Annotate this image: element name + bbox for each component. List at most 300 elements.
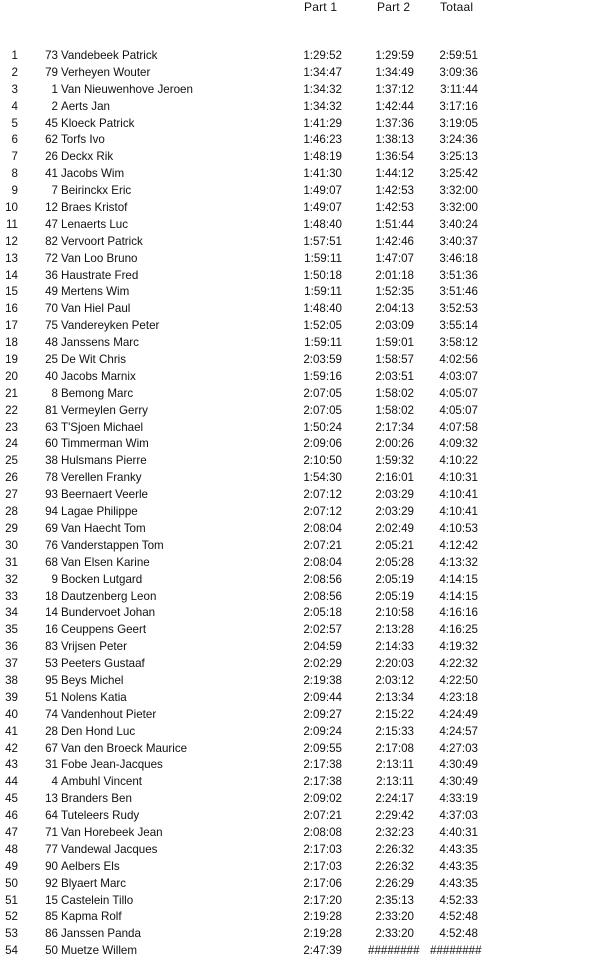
- result-row: [0, 555, 607, 572]
- name-cell: Beirinckx Eric: [61, 184, 132, 198]
- bib-cell: 64: [45, 809, 58, 823]
- rank-cell: 53: [5, 927, 18, 941]
- part1-cell: 2:08:56: [303, 572, 342, 586]
- part1-cell: 2:02:57: [303, 623, 342, 637]
- name-cell: Van Loo Bruno: [61, 251, 138, 265]
- rank-cell: 6: [11, 133, 18, 147]
- total-cell: 4:10:53: [439, 521, 478, 535]
- total-cell: 4:30:49: [439, 758, 478, 772]
- rank-cell: 29: [5, 521, 18, 535]
- part2-cell: 1:37:12: [375, 82, 414, 96]
- part2-cell: 2:15:33: [375, 724, 414, 738]
- rank-cell: 14: [5, 268, 18, 282]
- rank-cell: 15: [5, 285, 18, 299]
- part2-cell: 2:17:34: [375, 420, 414, 434]
- bib-cell: 9: [51, 572, 58, 586]
- part2-cell: 2:16:01: [375, 471, 414, 485]
- name-cell: Jacobs Marnix: [61, 369, 136, 383]
- name-cell: Van Nieuwenhove Jeroen: [61, 82, 193, 96]
- total-cell: 4:16:16: [439, 606, 478, 620]
- rank-cell: 30: [5, 538, 18, 552]
- rank-cell: 24: [5, 437, 18, 451]
- bib-cell: 49: [45, 285, 58, 299]
- bib-cell: 93: [45, 488, 58, 502]
- part1-cell: 1:54:30: [303, 471, 342, 485]
- part1-cell: 2:07:12: [303, 505, 342, 519]
- result-row: [0, 538, 607, 555]
- part2-cell: 1:37:36: [375, 116, 414, 130]
- bib-cell: 48: [45, 336, 58, 350]
- part2-cell: 2:03:12: [375, 673, 414, 687]
- part2-cell: 1:47:07: [375, 251, 414, 265]
- total-cell: 3:46:18: [439, 251, 478, 265]
- name-cell: Hulsmans Pierre: [61, 454, 147, 468]
- result-row: [0, 605, 607, 622]
- rank-cell: 41: [5, 724, 18, 738]
- bib-cell: 13: [45, 792, 58, 806]
- part1-cell: 1:57:51: [303, 234, 342, 248]
- total-cell: 4:24:49: [439, 707, 478, 721]
- part1-cell: 2:07:12: [303, 488, 342, 502]
- total-cell: 4:09:32: [439, 437, 478, 451]
- part2-cell: 1:59:01: [375, 336, 414, 350]
- bib-cell: 15: [45, 893, 58, 907]
- part2-cell: ########: [368, 944, 420, 958]
- part2-cell: 2:13:11: [376, 775, 414, 789]
- part2-cell: 2:00:26: [375, 437, 414, 451]
- name-cell: Peeters Gustaaf: [61, 657, 145, 671]
- total-cell: 3:25:13: [439, 150, 478, 164]
- total-cell: 4:12:42: [439, 538, 478, 552]
- name-cell: Deckx Rik: [61, 150, 114, 164]
- total-cell: 4:30:49: [439, 775, 478, 789]
- name-cell: Vandenhout Pieter: [61, 707, 157, 721]
- part1-cell: 2:19:28: [303, 927, 342, 941]
- result-row: [0, 622, 607, 639]
- total-cell: 4:27:03: [439, 741, 478, 755]
- rank-cell: 45: [5, 792, 18, 806]
- name-cell: Beernaert Veerle: [61, 488, 149, 502]
- part1-cell: 2:08:04: [303, 555, 342, 569]
- part1-cell: 2:08:04: [303, 521, 342, 535]
- part1-cell: 1:49:07: [303, 201, 342, 215]
- result-row: [0, 217, 607, 234]
- rank-cell: 13: [5, 251, 18, 265]
- result-row: [0, 65, 607, 82]
- total-cell: 4:10:41: [439, 505, 478, 519]
- total-cell: 3:32:00: [439, 184, 478, 198]
- result-row: [0, 251, 607, 268]
- part2-cell: 1:42:53: [375, 184, 414, 198]
- part2-cell: 2:03:09: [375, 319, 414, 333]
- part2-cell: 2:33:20: [375, 927, 414, 941]
- result-row: [0, 893, 607, 910]
- result-row: [0, 690, 607, 707]
- rank-cell: 18: [5, 336, 18, 350]
- part1-cell: 1:50:24: [303, 420, 342, 434]
- result-row: [0, 200, 607, 217]
- part1-cell: 2:17:03: [303, 842, 342, 856]
- result-row: [0, 521, 607, 538]
- bib-cell: 70: [45, 302, 58, 316]
- rank-cell: 3: [11, 82, 18, 96]
- bib-cell: 31: [45, 758, 58, 772]
- part1-cell: 1:59:11: [304, 336, 342, 350]
- part1-cell: 2:09:06: [303, 437, 342, 451]
- name-cell: Bundervoet Johan: [61, 606, 156, 620]
- total-cell: 4:02:56: [439, 353, 478, 367]
- name-cell: Bocken Lutgard: [61, 572, 143, 586]
- total-cell: 4:14:15: [439, 572, 478, 586]
- rank-cell: 12: [5, 234, 18, 248]
- result-row: [0, 504, 607, 521]
- rank-cell: 33: [5, 589, 18, 603]
- part2-cell: 2:01:18: [375, 268, 414, 282]
- header-part1: Part 1: [304, 0, 338, 14]
- name-cell: Van Haecht Tom: [61, 521, 146, 535]
- result-row: [0, 420, 607, 437]
- part1-cell: 1:59:11: [304, 285, 342, 299]
- part1-cell: 1:46:23: [303, 133, 342, 147]
- total-cell: 3:52:53: [439, 302, 478, 316]
- result-row: [0, 82, 607, 99]
- result-row: [0, 808, 607, 825]
- bib-cell: 78: [45, 471, 58, 485]
- bib-cell: 73: [45, 49, 58, 62]
- bib-cell: 50: [45, 944, 58, 958]
- rank-cell: 49: [5, 859, 18, 873]
- result-row: [0, 352, 607, 369]
- part2-cell: 2:26:29: [375, 876, 414, 890]
- part2-cell: 1:29:59: [375, 49, 414, 62]
- rank-cell: 8: [11, 167, 18, 181]
- part1-cell: 2:17:38: [303, 775, 342, 789]
- bib-cell: 77: [45, 842, 58, 856]
- rank-cell: 5: [11, 116, 18, 130]
- name-cell: Vermeylen Gerry: [61, 403, 148, 417]
- part2-cell: 2:03:29: [375, 505, 414, 519]
- part2-cell: 2:24:17: [375, 792, 414, 806]
- result-row: [0, 639, 607, 656]
- name-cell: Ambuhl Vincent: [61, 775, 142, 789]
- part2-cell: 1:42:46: [375, 234, 414, 248]
- part1-cell: 2:09:02: [303, 792, 342, 806]
- result-row: [0, 673, 607, 690]
- part2-cell: 1:34:49: [375, 65, 414, 79]
- bib-cell: 74: [45, 707, 58, 721]
- total-cell: 4:40:31: [439, 825, 478, 839]
- total-cell: 3:40:24: [439, 217, 478, 231]
- result-row: [0, 386, 607, 403]
- result-row: [0, 589, 607, 606]
- name-cell: Aerts Jan: [61, 99, 110, 113]
- part1-cell: 2:02:29: [303, 657, 342, 671]
- part2-cell: 1:36:54: [375, 150, 414, 164]
- bib-cell: 40: [45, 369, 58, 383]
- part1-cell: 1:29:52: [303, 49, 342, 62]
- bib-cell: 45: [45, 116, 58, 130]
- result-row: [0, 741, 607, 758]
- part1-cell: 2:17:06: [303, 876, 342, 890]
- name-cell: Mertens Wim: [61, 285, 130, 299]
- part1-cell: 1:34:32: [303, 82, 342, 96]
- bib-cell: 36: [45, 268, 58, 282]
- bib-cell: 85: [45, 910, 58, 924]
- bib-cell: 26: [45, 150, 58, 164]
- bib-cell: 47: [45, 217, 58, 231]
- total-cell: 4:03:07: [439, 369, 478, 383]
- part2-cell: 1:58:57: [375, 353, 414, 367]
- bib-cell: 53: [45, 657, 58, 671]
- bib-cell: 28: [45, 724, 58, 738]
- total-cell: 4:16:25: [439, 623, 478, 637]
- result-row: [0, 183, 607, 200]
- name-cell: Branders Ben: [61, 792, 132, 806]
- bib-cell: 69: [45, 521, 58, 535]
- part2-cell: 2:03:29: [375, 488, 414, 502]
- part1-cell: 1:50:18: [303, 268, 342, 282]
- result-row: [0, 487, 607, 504]
- name-cell: Den Hond Luc: [61, 724, 136, 738]
- name-cell: Vervoort Patrick: [61, 234, 143, 248]
- bib-cell: 82: [45, 234, 58, 248]
- bib-cell: 8: [51, 386, 58, 400]
- result-row: [0, 656, 607, 673]
- part1-cell: 2:19:38: [303, 673, 342, 687]
- rank-cell: 42: [5, 741, 18, 755]
- total-cell: 4:52:33: [439, 893, 478, 907]
- rank-cell: 40: [5, 707, 18, 721]
- result-row: [0, 470, 607, 487]
- result-row: [0, 48, 607, 65]
- name-cell: Tuteleers Rudy: [61, 809, 140, 823]
- rank-cell: 17: [5, 319, 18, 333]
- bib-cell: 86: [45, 927, 58, 941]
- result-row: [0, 453, 607, 470]
- part1-cell: 1:52:05: [303, 319, 342, 333]
- bib-cell: 76: [45, 538, 58, 552]
- bib-cell: 83: [45, 640, 58, 654]
- rank-cell: 44: [5, 775, 18, 789]
- result-row: [0, 842, 607, 859]
- part2-cell: 1:59:32: [375, 454, 414, 468]
- name-cell: Lagae Philippe: [61, 505, 138, 519]
- part1-cell: 1:48:40: [303, 302, 342, 316]
- results-list: [0, 48, 607, 960]
- part1-cell: 1:48:19: [303, 150, 342, 164]
- result-row: [0, 116, 607, 133]
- name-cell: Van Hiel Paul: [61, 302, 131, 316]
- part1-cell: 2:09:24: [303, 724, 342, 738]
- result-row: [0, 335, 607, 352]
- name-cell: Kloeck Patrick: [61, 116, 135, 130]
- total-cell: ########: [430, 944, 482, 958]
- total-cell: 3:24:36: [439, 133, 478, 147]
- total-cell: 4:07:58: [439, 420, 478, 434]
- part2-cell: 2:29:42: [375, 809, 414, 823]
- part1-cell: 1:34:47: [303, 65, 342, 79]
- name-cell: Vandebeek Patrick: [61, 49, 158, 62]
- part1-cell: 2:07:21: [303, 809, 342, 823]
- total-cell: 4:05:07: [439, 403, 478, 417]
- rank-cell: 32: [5, 572, 18, 586]
- total-cell: 4:14:15: [439, 589, 478, 603]
- total-cell: 4:52:48: [439, 910, 478, 924]
- bib-cell: 7: [51, 184, 58, 198]
- total-cell: 3:40:37: [439, 234, 478, 248]
- part2-cell: 2:14:33: [375, 640, 414, 654]
- rank-cell: 10: [5, 201, 18, 215]
- result-row: [0, 149, 607, 166]
- part2-cell: 1:51:44: [375, 217, 414, 231]
- name-cell: Torfs Ivo: [61, 133, 105, 147]
- name-cell: Castelein Tillo: [61, 893, 134, 907]
- part2-cell: 2:13:34: [375, 690, 414, 704]
- name-cell: Ceuppens Geert: [61, 623, 147, 637]
- result-row: [0, 436, 607, 453]
- rank-cell: 52: [5, 910, 18, 924]
- total-cell: 3:51:36: [439, 268, 478, 282]
- rank-cell: 37: [5, 657, 18, 671]
- result-row: [0, 284, 607, 301]
- total-cell: 4:23:18: [439, 690, 478, 704]
- result-row: [0, 99, 607, 116]
- name-cell: Dautzenberg Leon: [61, 589, 157, 603]
- rank-cell: 23: [5, 420, 18, 434]
- bib-cell: 90: [45, 859, 58, 873]
- name-cell: Beys Michel: [61, 673, 124, 687]
- part2-cell: 1:42:44: [375, 99, 414, 113]
- part2-cell: 2:03:51: [375, 369, 414, 383]
- part2-cell: 2:13:11: [376, 758, 414, 772]
- part2-cell: 2:02:49: [375, 521, 414, 535]
- total-cell: 3:32:00: [439, 201, 478, 215]
- result-row: [0, 234, 607, 251]
- rank-cell: 34: [5, 606, 18, 620]
- total-cell: 3:11:44: [440, 82, 478, 96]
- result-row: [0, 757, 607, 774]
- name-cell: Bemong Marc: [61, 386, 134, 400]
- name-cell: Lenaerts Luc: [61, 217, 129, 231]
- part2-cell: 2:04:13: [375, 302, 414, 316]
- bib-cell: 2: [51, 99, 58, 113]
- header-total: Totaal: [440, 0, 474, 14]
- part1-cell: 2:09:44: [303, 690, 342, 704]
- result-row: [0, 774, 607, 791]
- total-cell: 4:33:19: [439, 792, 478, 806]
- bib-cell: 75: [45, 319, 58, 333]
- result-row: [0, 318, 607, 335]
- rank-cell: 28: [5, 505, 18, 519]
- total-cell: 4:43:35: [439, 859, 478, 873]
- name-cell: Verheyen Wouter: [61, 65, 151, 79]
- total-cell: 4:24:57: [439, 724, 478, 738]
- part2-cell: 2:20:03: [375, 657, 414, 671]
- bib-cell: 1: [51, 82, 58, 96]
- rank-cell: 43: [5, 758, 18, 772]
- bib-cell: 38: [45, 454, 58, 468]
- name-cell: T'Sjoen Michael: [61, 420, 144, 434]
- part2-cell: 2:35:13: [375, 893, 414, 907]
- rank-cell: 21: [5, 386, 18, 400]
- total-cell: 3:55:14: [439, 319, 478, 333]
- name-cell: Haustrate Fred: [61, 268, 139, 282]
- bib-cell: 4: [51, 775, 58, 789]
- rank-cell: 35: [5, 623, 18, 637]
- total-cell: 3:58:12: [439, 336, 478, 350]
- total-cell: 4:13:32: [439, 555, 478, 569]
- result-row: [0, 724, 607, 741]
- part2-cell: 2:05:21: [375, 538, 414, 552]
- bib-cell: 92: [45, 876, 58, 890]
- part2-cell: 2:05:19: [375, 572, 414, 586]
- name-cell: De Wit Chris: [61, 353, 127, 367]
- name-cell: Muetze Willem: [61, 944, 138, 958]
- name-cell: Fobe Jean-Jacques: [61, 758, 163, 772]
- rank-cell: 2: [11, 65, 18, 79]
- total-cell: 3:51:46: [439, 285, 478, 299]
- bib-cell: 94: [45, 505, 58, 519]
- total-cell: 3:25:42: [439, 167, 478, 181]
- bib-cell: 60: [45, 437, 58, 451]
- part1-cell: 2:04:59: [303, 640, 342, 654]
- name-cell: Van Horebeek Jean: [61, 825, 163, 839]
- part1-cell: 2:03:59: [303, 353, 342, 367]
- part2-cell: 1:58:02: [375, 403, 414, 417]
- rank-cell: 36: [5, 640, 18, 654]
- result-row: [0, 943, 607, 960]
- result-row: [0, 268, 607, 285]
- bib-cell: 67: [45, 741, 58, 755]
- name-cell: Janssen Panda: [61, 927, 141, 941]
- header-part2: Part 2: [377, 0, 411, 14]
- name-cell: Timmerman Wim: [61, 437, 149, 451]
- name-cell: Braes Kristof: [61, 201, 128, 215]
- part2-cell: 2:13:28: [375, 623, 414, 637]
- total-cell: 4:22:50: [439, 673, 478, 687]
- part1-cell: 1:48:40: [303, 217, 342, 231]
- part1-cell: 2:05:18: [303, 606, 342, 620]
- part1-cell: 2:07:05: [303, 386, 342, 400]
- part1-cell: 2:47:39: [303, 944, 342, 958]
- part2-cell: 1:42:53: [375, 201, 414, 215]
- name-cell: Van den Broeck Maurice: [61, 741, 188, 755]
- result-row: [0, 926, 607, 943]
- name-cell: Verellen Franky: [61, 471, 142, 485]
- total-cell: 4:22:32: [439, 657, 478, 671]
- name-cell: Janssens Marc: [61, 336, 139, 350]
- name-cell: Van Elsen Karine: [61, 555, 150, 569]
- rank-cell: 38: [5, 673, 18, 687]
- rank-cell: 46: [5, 809, 18, 823]
- result-row: [0, 403, 607, 420]
- part1-cell: 1:41:29: [303, 116, 342, 130]
- rank-cell: 25: [5, 454, 18, 468]
- bib-cell: 68: [45, 555, 58, 569]
- name-cell: Vanderstappen Tom: [61, 538, 164, 552]
- rank-cell: 26: [5, 471, 18, 485]
- rank-cell: 27: [5, 488, 18, 502]
- rank-cell: 7: [11, 150, 18, 164]
- part1-cell: 2:09:55: [303, 741, 342, 755]
- part2-cell: 2:33:20: [375, 910, 414, 924]
- bib-cell: 95: [45, 673, 58, 687]
- result-row: [0, 825, 607, 842]
- rank-cell: 16: [5, 302, 18, 316]
- part1-cell: 2:08:56: [303, 589, 342, 603]
- part2-cell: 2:15:22: [375, 707, 414, 721]
- part2-cell: 2:26:32: [375, 859, 414, 873]
